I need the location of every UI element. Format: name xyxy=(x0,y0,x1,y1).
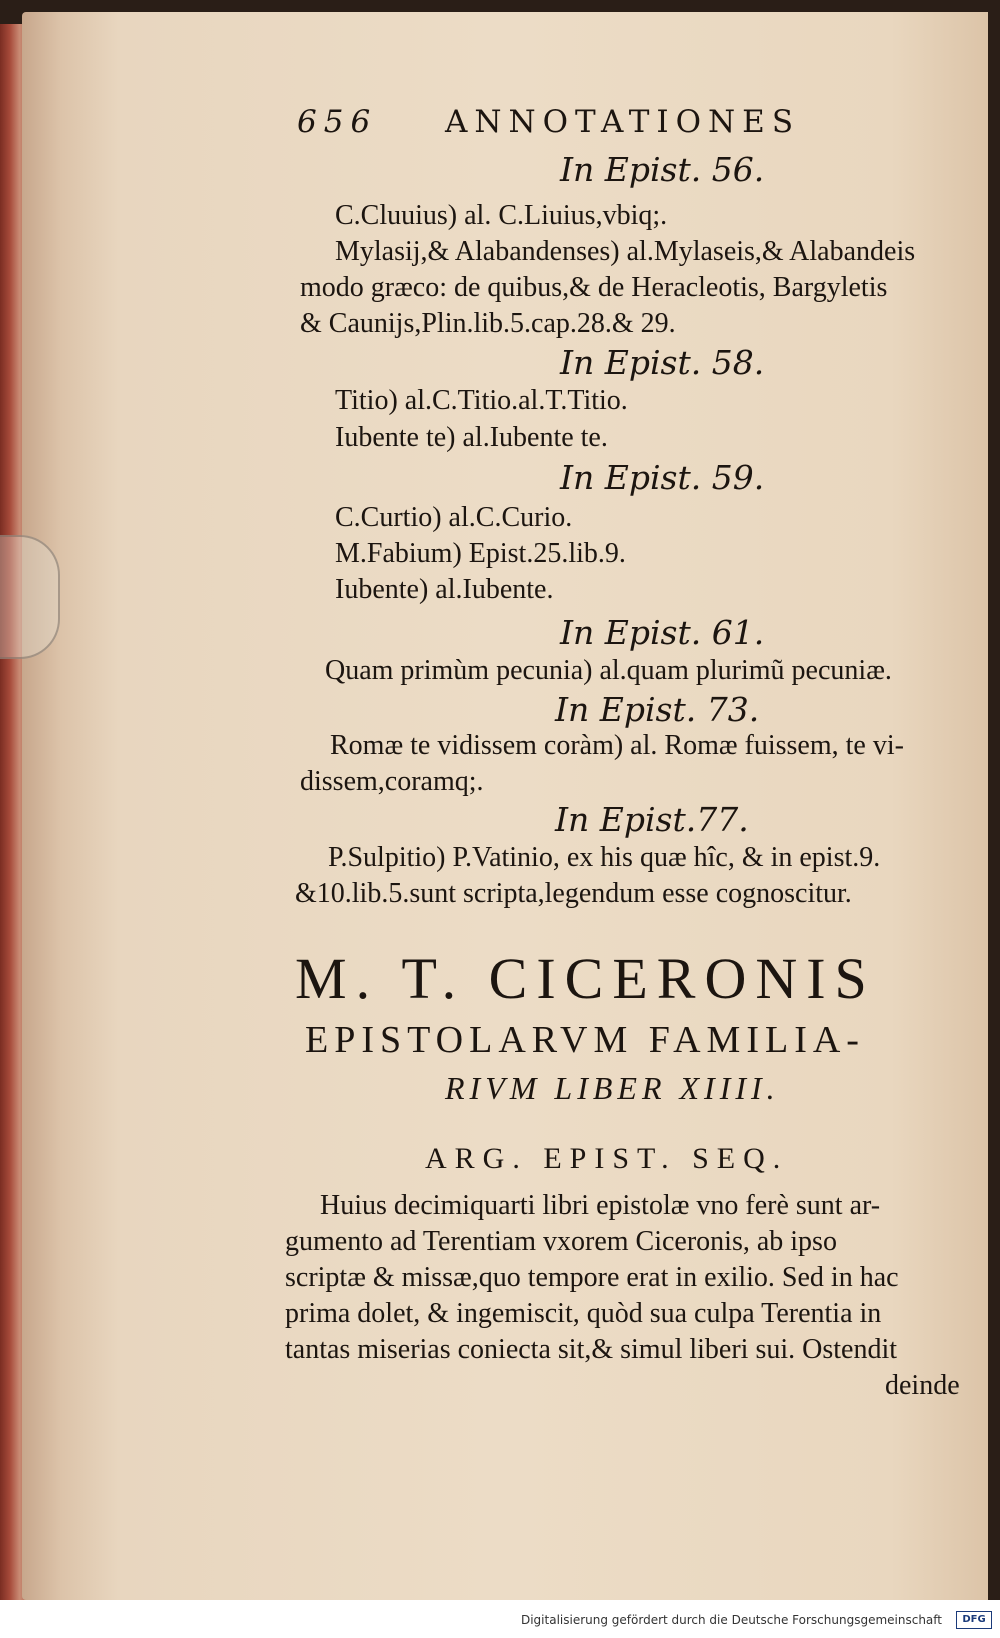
argument-line: Huius decimiquarti libri epistolæ vno ferè sunt ar- xyxy=(320,1190,881,1221)
annotation-line: Quam primùm pecunia) al.quam plurimũ pecuniæ. xyxy=(325,655,892,686)
annotation-line: C.Curtio) al.C.Curio. xyxy=(335,502,573,533)
annotation-line: Iubente te) al.Iubente te. xyxy=(335,422,608,453)
annotation-line: dissem,coramq;. xyxy=(300,766,484,797)
annotation-line: Titio) al.C.Titio.al.T.Titio. xyxy=(335,385,628,416)
footer-credit: Digitalisierung gefördert durch die Deutsche Forschungsgemeinschaft xyxy=(520,1613,942,1627)
page-clip xyxy=(0,535,60,659)
argument-line: tantas miserias coniecta sit,& simul liberi sui. Ostendit xyxy=(285,1334,898,1365)
annotation-line: M.Fabium) Epist.25.lib.9. xyxy=(335,538,626,569)
annotation-line: Mylasij,& Alabandenses) al.Mylaseis,& Alabandeis xyxy=(335,236,916,267)
annotation-line: modo græco: de quibus,& de Heracleotis, Bargyletis xyxy=(300,272,888,303)
digitization-footer xyxy=(0,1600,1000,1638)
epist-heading: In Epist. 61. xyxy=(560,613,765,652)
argument-heading: ARG. EPIST. SEQ. xyxy=(425,1142,789,1175)
annotation-line: & Caunijs,Plin.lib.5.cap.28.& 29. xyxy=(300,308,676,339)
epist-heading: In Epist.77. xyxy=(555,800,749,839)
epist-heading: In Epist. 73. xyxy=(555,690,760,729)
argument-line: gumento ad Terentiam vxorem Ciceronis, ab ipso xyxy=(285,1226,837,1257)
epist-heading: In Epist. 58. xyxy=(560,343,765,382)
page-folio: 656 xyxy=(297,104,378,140)
annotation-line: Iubente) al.Iubente. xyxy=(335,574,554,605)
catchword: deinde xyxy=(885,1370,960,1401)
dfg-logo-icon: DFG xyxy=(956,1611,992,1629)
book-title-line-3: RIVM LIBER XIIII. xyxy=(445,1070,780,1106)
book-title-line-1: M. T. CICERONIS xyxy=(295,946,876,1011)
annotation-line: Romæ te vidissem coràm) al. Romæ fuissem, te vi- xyxy=(330,730,904,761)
annotation-line: &10.lib.5.sunt scripta,legendum esse cognoscitur. xyxy=(295,878,852,909)
argument-line: prima dolet, & ingemiscit, quòd sua culpa Terentia in xyxy=(285,1298,882,1329)
annotation-line: P.Sulpitio) P.Vatinio, ex his quæ hîc, & in epist.9. xyxy=(328,842,881,873)
annotation-line: C.Cluuius) al. C.Liuius,vbiq;. xyxy=(335,200,668,231)
epist-heading: In Epist. 56. xyxy=(560,150,765,189)
epist-heading: In Epist. 59. xyxy=(560,458,765,497)
book-title-line-2: EPISTOLARVM FAMILIA- xyxy=(305,1019,865,1061)
running-head: ANNOTATIONES xyxy=(445,104,801,140)
argument-line: scriptæ & missæ,quo tempore erat in exilio. Sed in hac xyxy=(285,1262,899,1293)
